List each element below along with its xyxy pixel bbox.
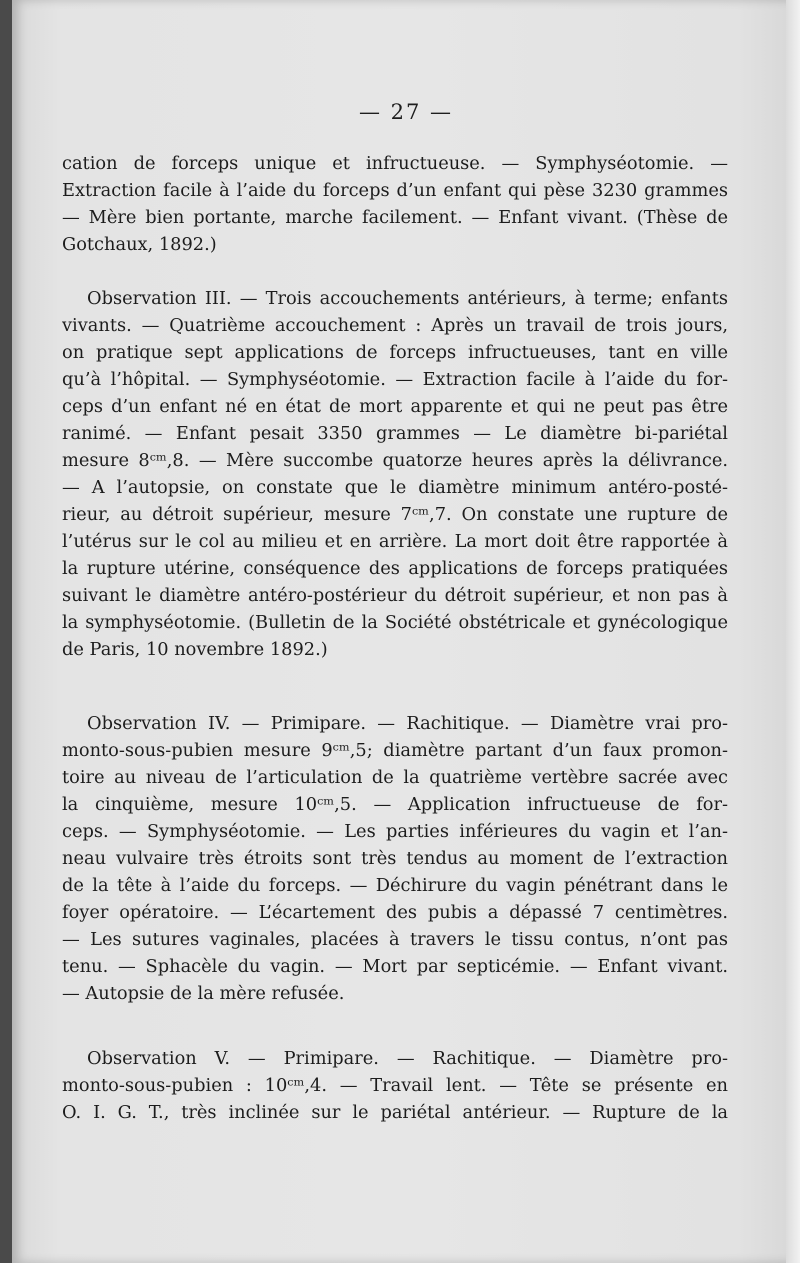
text-line: l’utérus sur le col au milieu et en arrière. La mort doit être rapportée à xyxy=(62,531,728,552)
text-line: la symphyséotomie. (Bulletin de la Société obstétricale et gynécologique xyxy=(62,612,728,633)
text-line: ranimé. — Enfant pesait 3350 grammes — Le diamètre bi-pariétal xyxy=(62,423,728,444)
text-line: on pratique sept applications de forceps infructueuses, tant en ville xyxy=(62,342,728,363)
text-line: — Autopsie de la mère refusée. xyxy=(62,983,345,1004)
page-edge xyxy=(786,0,800,1263)
text-line: ceps. — Symphyséotomie. — Les parties inférieures du vagin et l’an- xyxy=(62,821,728,842)
text-line: cation de forceps unique et infructueuse. — Symphyséotomie. — xyxy=(62,153,728,174)
text-line: — Mère bien portante, marche facilement. — Enfant vivant. (Thèse de xyxy=(62,207,728,228)
text-line: Observation V. — Primipare. — Rachitique. — Diamètre pro- xyxy=(87,1048,728,1069)
text-line: ceps d’un enfant né en état de mort apparente et qui ne peut pas être xyxy=(62,396,728,417)
text-line: O. I. G. T., très inclinée sur le pariétal antérieur. — Rupture de la xyxy=(62,1102,728,1123)
text-line: mesure 8ᶜᵐ,8. — Mère succombe quatorze heures après la délivrance. xyxy=(62,450,728,471)
paragraph-observation-iv xyxy=(62,710,728,1007)
text-line: de Paris, 10 novembre 1892.) xyxy=(62,639,328,660)
page-number: — 27 — xyxy=(358,100,454,124)
paragraph-observation-v xyxy=(62,1045,728,1126)
text-line: vivants. — Quatrième accouchement : Après un travail de trois jours, xyxy=(62,315,728,336)
text-line: foyer opératoire. — L’écartement des pubis a dépassé 7 centimètres. xyxy=(62,902,728,923)
text-line: la cinquième, mesure 10ᶜᵐ,5. — Application infructueuse de for- xyxy=(62,794,728,815)
text-line: Gotchaux, 1892.) xyxy=(62,234,217,255)
text-line: — Les sutures vaginales, placées à travers le tissu contus, n’ont pas xyxy=(62,929,728,950)
paragraph-observation-iii xyxy=(62,285,728,663)
text-line: monto-sous-pubien : 10ᶜᵐ,4. — Travail lent. — Tête se présente en xyxy=(62,1075,728,1096)
text-line: Extraction facile à l’aide du forceps d’un enfant qui pèse 3230 grammes xyxy=(62,180,728,201)
text-line: — A l’autopsie, on constate que le diamètre minimum antéro-posté- xyxy=(62,477,728,498)
text-line: de la tête à l’aide du forceps. — Déchirure du vagin pénétrant dans le xyxy=(62,875,728,896)
text-line: Observation IV. — Primipare. — Rachitique. — Diamètre vrai pro- xyxy=(87,713,728,734)
book-page xyxy=(12,0,800,1263)
text-line: suivant le diamètre antéro-postérieur du détroit supérieur, et non pas à xyxy=(62,585,728,606)
text-line: rieur, au détroit supérieur, mesure 7ᶜᵐ,7. On constate une rupture de xyxy=(62,504,728,525)
text-line: monto-sous-pubien mesure 9ᶜᵐ,5; diamètre partant d’un faux promon- xyxy=(62,740,728,761)
text-line: qu’à l’hôpital. — Symphyséotomie. — Extraction facile à l’aide du for- xyxy=(62,369,728,390)
text-line: toire au niveau de l’articulation de la quatrième vertèbre sacrée avec xyxy=(62,767,728,788)
text-line: neau vulvaire très étroits sont très tendus au moment de l’extraction xyxy=(62,848,728,869)
paragraph-continuation xyxy=(62,150,728,258)
text-line: la rupture utérine, conséquence des applications de forceps pratiquées xyxy=(62,558,728,579)
text-line: tenu. — Sphacèle du vagin. — Mort par septicémie. — Enfant vivant. xyxy=(62,956,728,977)
text-line: Observation III. — Trois accouchements antérieurs, à terme; enfants xyxy=(87,288,728,309)
